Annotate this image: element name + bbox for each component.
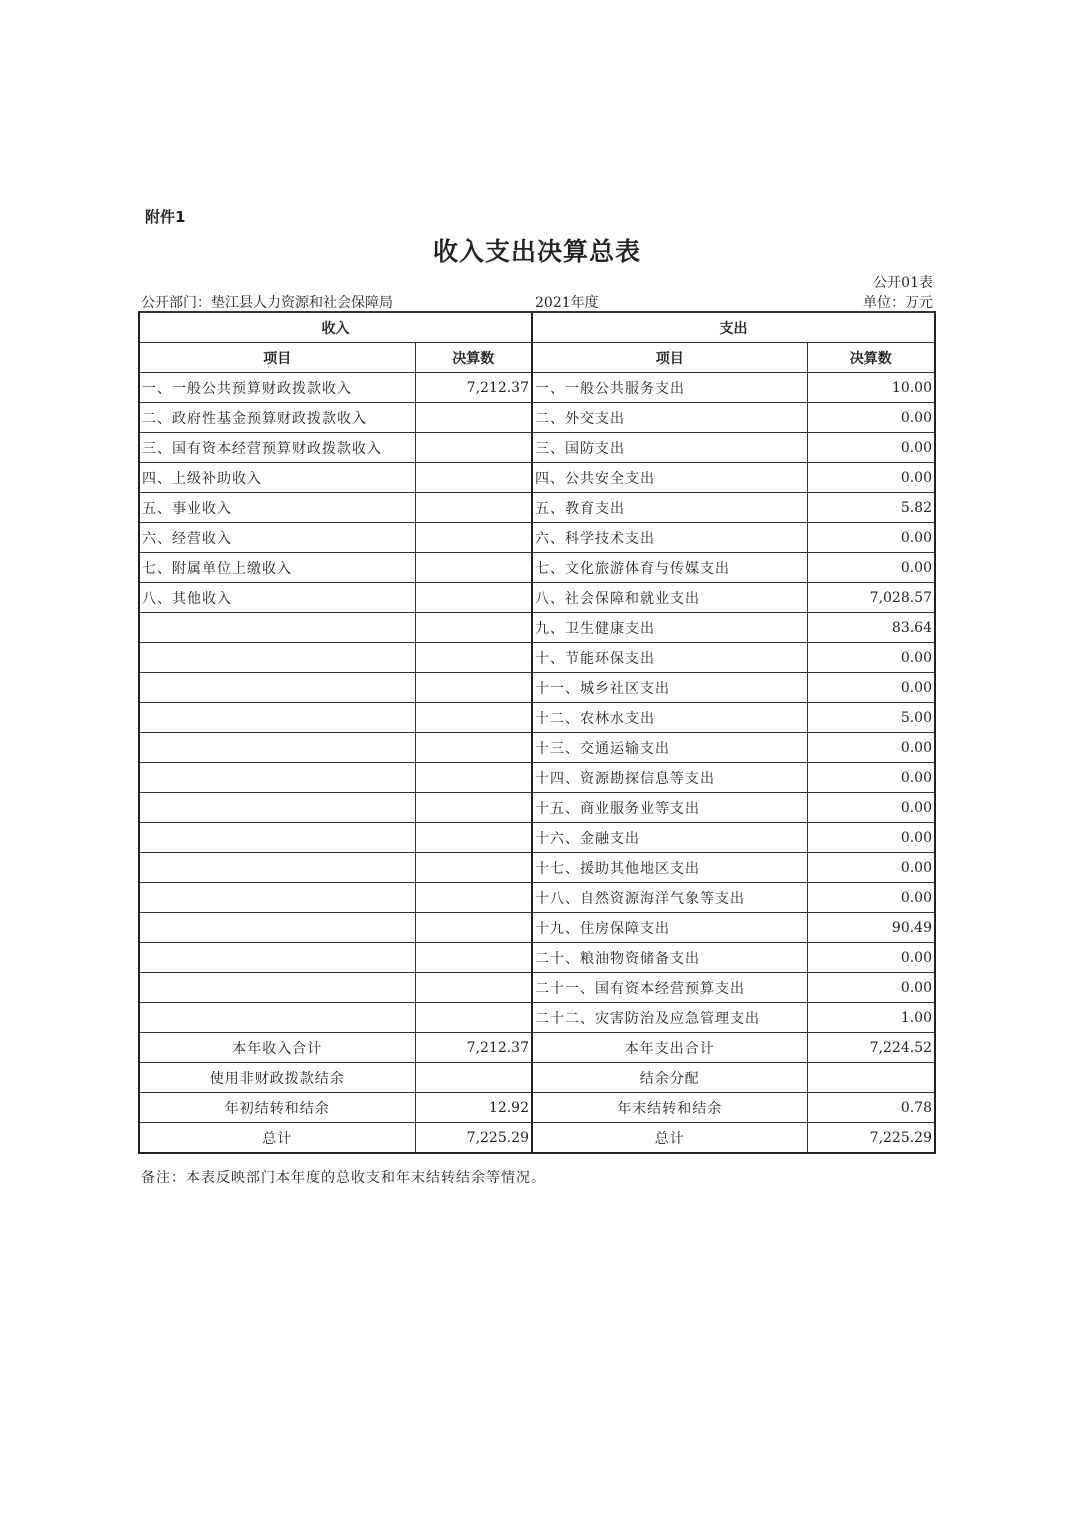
table-row [139,493,935,523]
expense-item-cell: 二十一、国有资本经营预算支出 [532,973,807,1003]
income-item-cell [139,853,415,883]
income-amount-cell [415,913,532,943]
income-amount-cell [415,493,532,523]
expense-amount-cell: 5.00 [807,703,935,733]
income-amount-cell [415,553,532,583]
table-row [139,373,935,403]
expense-item-cell: 十三、交通运输支出 [532,733,807,763]
expense-amount-cell: 0.00 [807,643,935,673]
income-amount-cell: 7,212.37 [415,1033,532,1063]
expense-item-cell: 十八、自然资源海洋气象等支出 [532,883,807,913]
expense-item-cell: 总计 [532,1123,807,1154]
expense-item-cell: 一、一般公共服务支出 [532,373,807,403]
income-section-header: 收入 [139,312,532,343]
expense-item-cell: 十一、城乡社区支出 [532,673,807,703]
summary-row [139,1123,935,1154]
income-amount-cell [415,583,532,613]
expense-section-header: 支出 [532,312,935,343]
table-row [139,913,935,943]
income-amount-cell [415,523,532,553]
table-row [139,943,935,973]
expense-item-cell: 六、科学技术支出 [532,523,807,553]
expense-amount-cell: 0.00 [807,883,935,913]
income-item-cell [139,823,415,853]
table-row [139,1003,935,1033]
income-item-cell [139,913,415,943]
income-item-cell: 三、国有资本经营预算财政拨款收入 [139,433,415,463]
income-item-cell: 四、上级补助收入 [139,463,415,493]
expense-amount-cell: 0.00 [807,943,935,973]
income-amount-cell [415,943,532,973]
income-item-cell [139,643,415,673]
expense-item-cell: 十、节能环保支出 [532,643,807,673]
expense-amount-cell: 0.00 [807,793,935,823]
income-item-cell [139,613,415,643]
income-amount-cell: 7,212.37 [415,373,532,403]
income-amount-cell [415,973,532,1003]
summary-row [139,1033,935,1063]
income-item-cell [139,1003,415,1033]
expense-amount-cell: 0.00 [807,523,935,553]
expense-item-cell: 五、教育支出 [532,493,807,523]
income-amount-cell [415,1003,532,1033]
income-amount-cell [415,1063,532,1093]
expense-item-cell: 本年支出合计 [532,1033,807,1063]
expense-amount-cell: 83.64 [807,613,935,643]
income-amount-cell [415,643,532,673]
expense-amount-cell: 0.00 [807,733,935,763]
income-amount-cell [415,793,532,823]
income-item-cell [139,703,415,733]
expense-amount-header: 决算数 [807,343,935,373]
expense-amount-cell: 0.00 [807,673,935,703]
expense-amount-cell: 0.00 [807,463,935,493]
expense-amount-cell: 0.00 [807,973,935,1003]
income-item-cell: 一、一般公共预算财政拨款收入 [139,373,415,403]
expense-item-cell: 九、卫生健康支出 [532,613,807,643]
table-row [139,793,935,823]
table-row [139,463,935,493]
expense-item-cell: 二十二、灾害防治及应急管理支出 [532,1003,807,1033]
income-item-cell: 二、政府性基金预算财政拨款收入 [139,403,415,433]
income-amount-cell [415,823,532,853]
page-title: 收入支出决算总表 [432,237,641,266]
expense-amount-cell: 0.00 [807,553,935,583]
table-row [139,703,935,733]
expense-item-cell: 十六、金融支出 [532,823,807,853]
table-row [139,433,935,463]
expense-item-cell: 七、文化旅游体育与传媒支出 [532,553,807,583]
expense-item-cell: 二、外交支出 [532,403,807,433]
expense-item-header: 项目 [532,343,807,373]
expense-item-cell: 十二、农林水支出 [532,703,807,733]
table-row [139,613,935,643]
income-item-cell: 八、其他收入 [139,583,415,613]
expense-amount-cell: 0.00 [807,823,935,853]
expense-amount-cell: 5.82 [807,493,935,523]
income-item-cell [139,793,415,823]
expense-amount-cell: 7,225.29 [807,1123,935,1154]
expense-amount-cell: 7,028.57 [807,583,935,613]
table-row [139,553,935,583]
expense-item-cell: 十七、援助其他地区支出 [532,853,807,883]
expense-amount-cell: 0.00 [807,853,935,883]
expense-amount-cell [807,1063,935,1093]
expense-item-cell: 十四、资源勘探信息等支出 [532,763,807,793]
income-amount-cell [415,613,532,643]
expense-item-cell: 八、社会保障和就业支出 [532,583,807,613]
income-amount-cell [415,883,532,913]
income-item-cell: 总计 [139,1123,415,1154]
income-amount-cell: 12.92 [415,1093,532,1123]
income-amount-cell [415,433,532,463]
fiscal-year: 2021年度 [535,295,599,311]
income-item-cell [139,673,415,703]
summary-row [139,1063,935,1093]
unit-label: 单位：万元 [863,295,933,311]
income-amount-cell [415,673,532,703]
form-number: 公开01表 [873,275,933,291]
income-item-cell: 使用非财政拨款结余 [139,1063,415,1093]
table-row [139,853,935,883]
income-amount-cell [415,763,532,793]
expense-item-cell: 二十、粮油物资储备支出 [532,943,807,973]
table-row [139,763,935,793]
expense-item-cell: 十九、住房保障支出 [532,913,807,943]
expense-amount-cell: 10.00 [807,373,935,403]
column-header-row [139,343,935,373]
income-item-cell [139,883,415,913]
expense-item-cell: 三、国防支出 [532,433,807,463]
income-item-cell [139,763,415,793]
income-amount-header: 决算数 [415,343,532,373]
income-item-cell: 五、事业收入 [139,493,415,523]
table-row [139,973,935,1003]
expense-amount-cell: 90.49 [807,913,935,943]
income-item-cell: 本年收入合计 [139,1033,415,1063]
expense-item-cell: 十五、商业服务业等支出 [532,793,807,823]
expense-amount-cell: 7,224.52 [807,1033,935,1063]
table-row [139,883,935,913]
footnote: 备注：本表反映部门本年度的总收支和年末结转结余等情况。 [141,1170,546,1186]
income-item-cell: 年初结转和结余 [139,1093,415,1123]
department-label: 公开部门：垫江县人力资源和社会保障局 [141,295,393,311]
income-item-cell [139,943,415,973]
income-amount-cell [415,733,532,763]
income-item-cell: 七、附属单位上缴收入 [139,553,415,583]
table-row [139,823,935,853]
expense-amount-cell: 0.78 [807,1093,935,1123]
expense-amount-cell: 0.00 [807,763,935,793]
income-amount-cell [415,853,532,883]
table-row [139,583,935,613]
expense-amount-cell: 1.00 [807,1003,935,1033]
income-amount-cell [415,703,532,733]
table-row [139,523,935,553]
expense-amount-cell: 0.00 [807,433,935,463]
table-row [139,643,935,673]
table-row [139,403,935,433]
attachment-label: 附件1 [145,208,186,226]
income-amount-cell [415,403,532,433]
expense-amount-cell: 0.00 [807,403,935,433]
expense-item-cell: 结余分配 [532,1063,807,1093]
income-amount-cell: 7,225.29 [415,1123,532,1154]
income-item-cell [139,973,415,1003]
income-item-header: 项目 [139,343,415,373]
income-item-cell: 六、经营收入 [139,523,415,553]
expense-item-cell: 四、公共安全支出 [532,463,807,493]
expense-item-cell: 年末结转和结余 [532,1093,807,1123]
income-item-cell [139,733,415,763]
section-header-row [139,312,935,343]
income-amount-cell [415,463,532,493]
summary-row [139,1093,935,1123]
income-expense-table [138,311,936,1154]
table-row [139,673,935,703]
table-row [139,733,935,763]
